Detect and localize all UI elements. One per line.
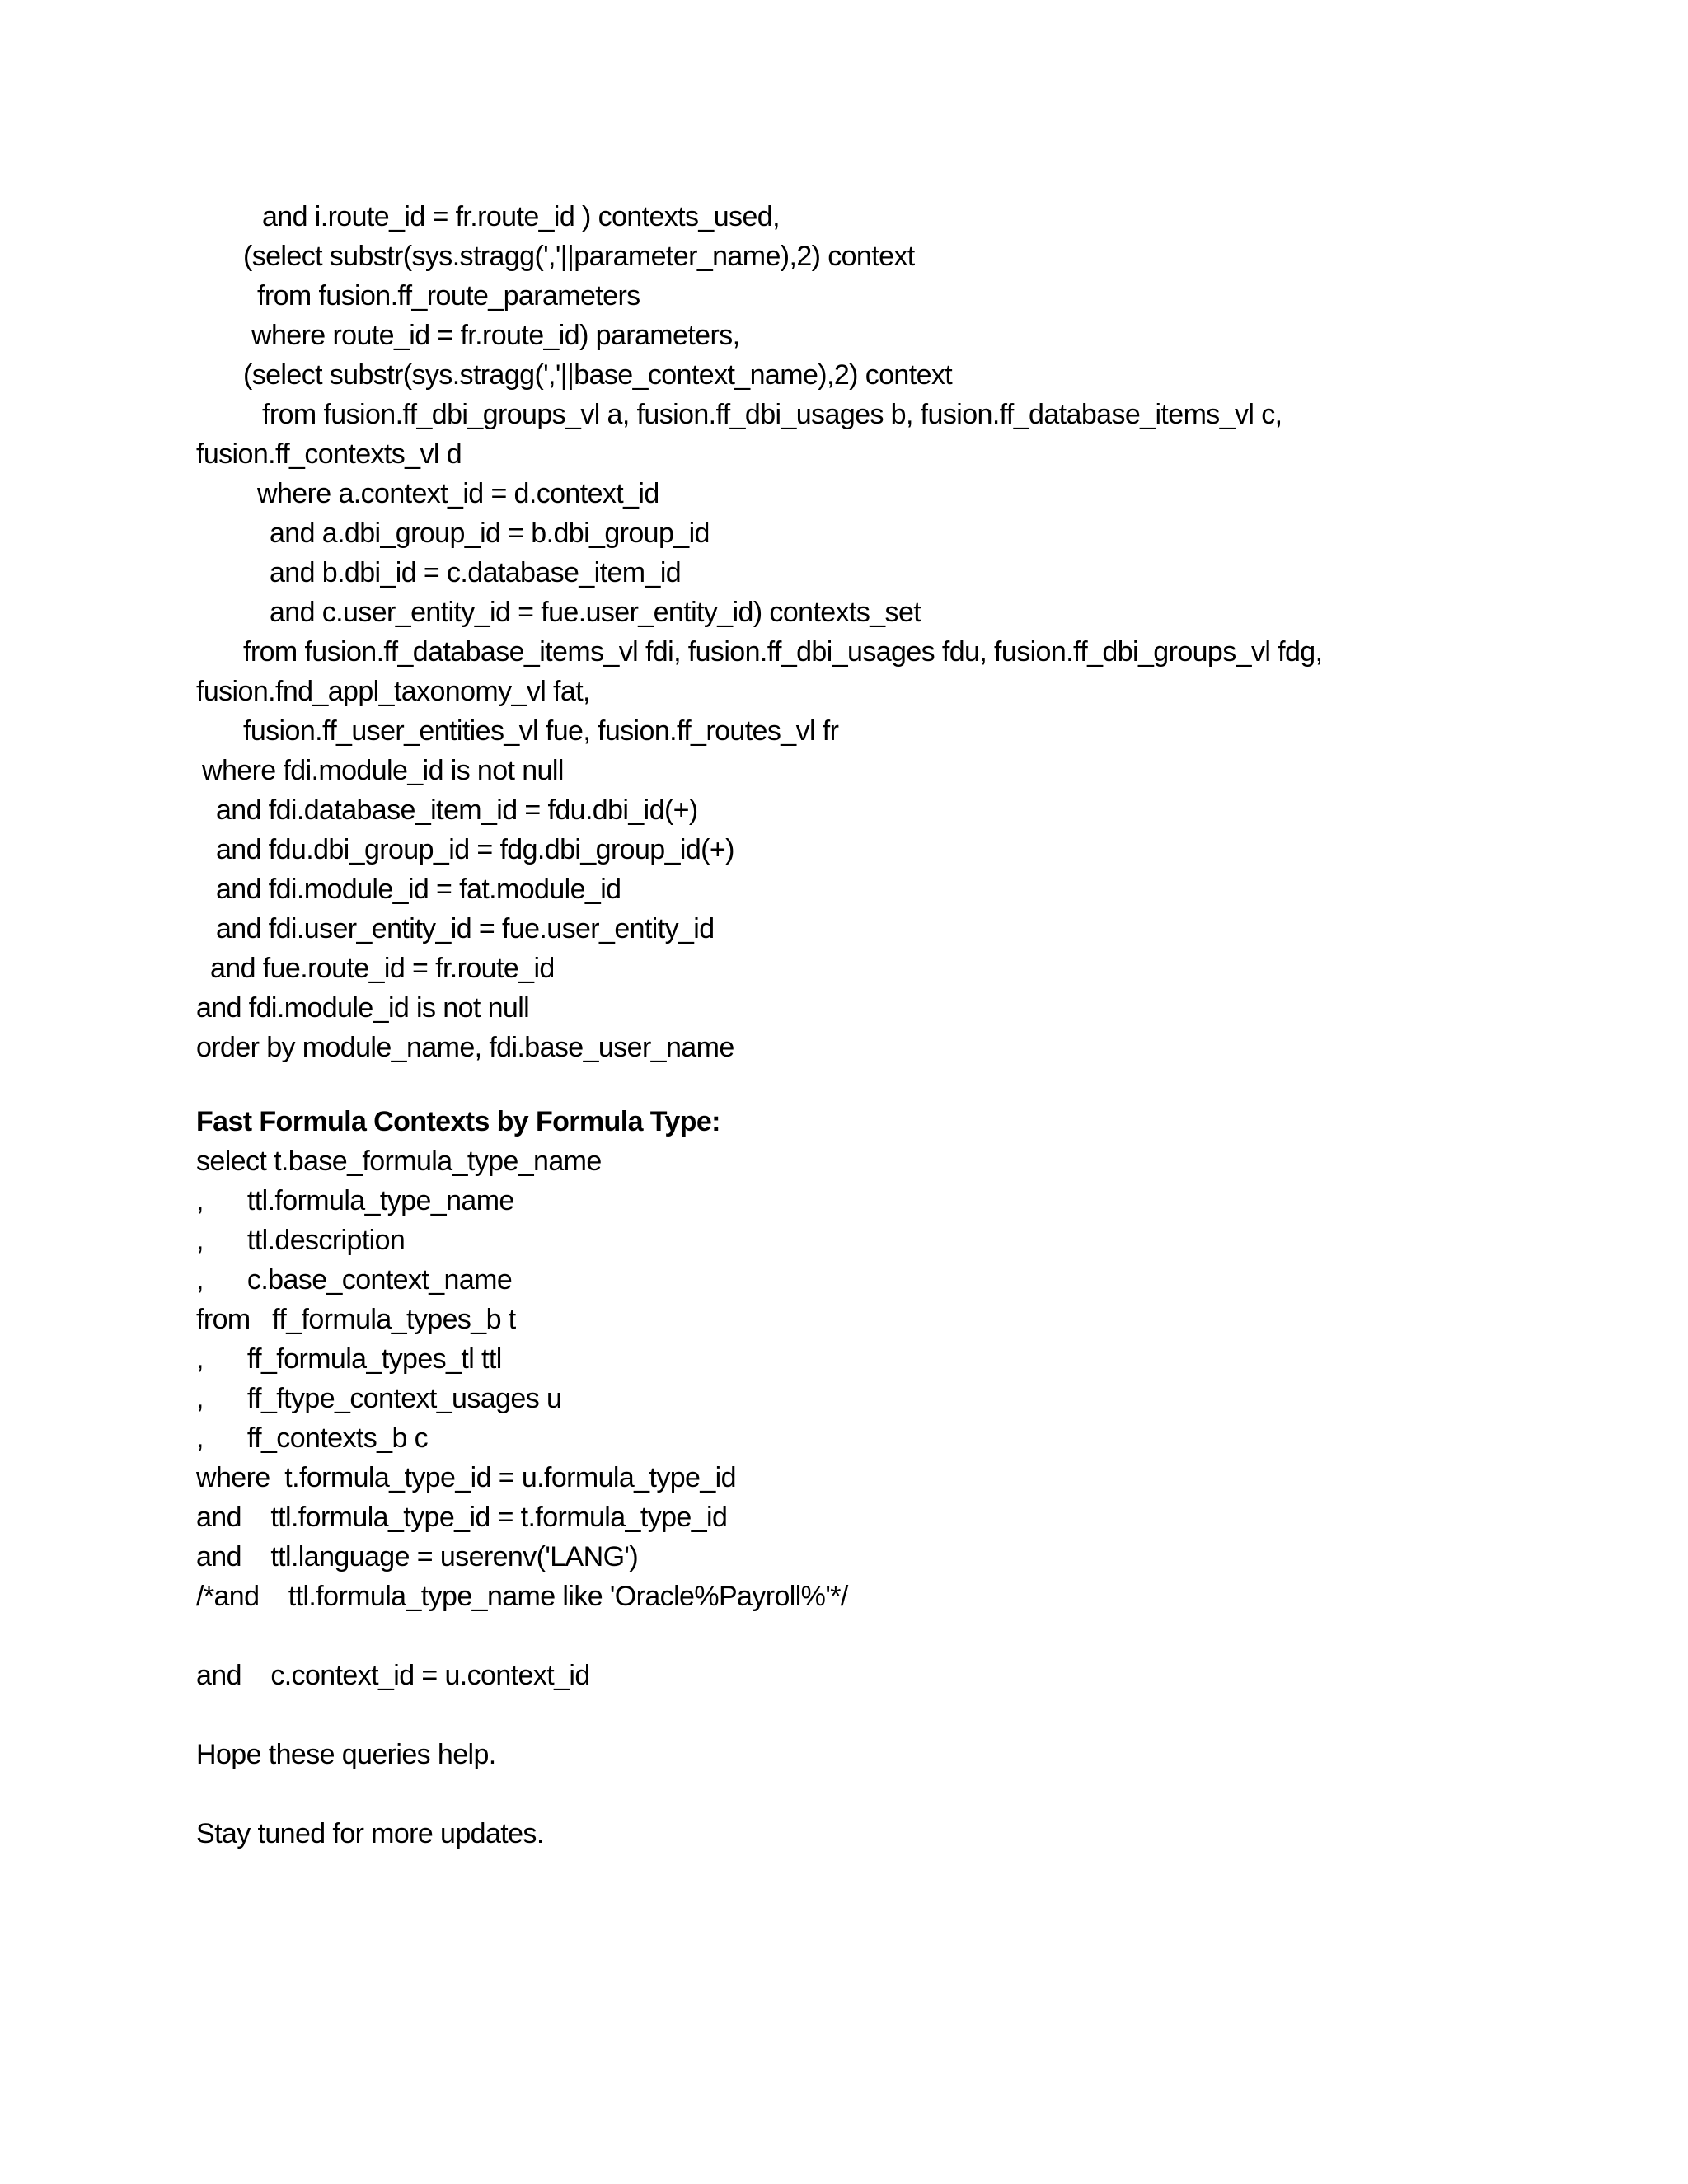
sql-line: , ttl.formula_type_name: [196, 1185, 514, 1216]
sql-line: where route_id = fr.route_id) parameters,: [251, 320, 740, 351]
sql-line: and fdi.user_entity_id = fue.user_entity_id: [216, 913, 715, 944]
section-heading: Fast Formula Contexts by Formula Type:: [196, 1106, 720, 1137]
sql-line: and a.dbi_group_id = b.dbi_group_id: [270, 518, 710, 549]
sql-line: and fdi.module_id = fat.module_id: [216, 874, 621, 905]
closing-text: Hope these queries help.: [196, 1739, 496, 1770]
sql-line: and fue.route_id = fr.route_id: [210, 953, 555, 984]
sql-line: fusion.fnd_appl_taxonomy_vl fat,: [196, 676, 590, 707]
sql-line: from fusion.ff_route_parameters: [257, 280, 640, 312]
closing-text: Stay tuned for more updates.: [196, 1818, 544, 1849]
sql-line: from ff_formula_types_b t: [196, 1304, 516, 1335]
sql-line: , ff_ftype_context_usages u: [196, 1383, 562, 1414]
sql-line: , ff_contexts_b c: [196, 1422, 428, 1454]
sql-line: , c.base_context_name: [196, 1264, 513, 1296]
sql-line: and b.dbi_id = c.database_item_id: [270, 557, 682, 588]
sql-line: fusion.ff_contexts_vl d: [196, 438, 462, 470]
sql-line: and c.user_entity_id = fue.user_entity_id) contexts_set: [270, 597, 921, 628]
sql-line: and i.route_id = fr.route_id ) contexts_used,: [262, 201, 780, 232]
sql-line: select t.base_formula_type_name: [196, 1146, 602, 1177]
sql-line: fusion.ff_user_entities_vl fue, fusion.ff_routes_vl fr: [243, 715, 839, 747]
sql-line: and c.context_id = u.context_id: [196, 1660, 590, 1691]
sql-line: from fusion.ff_dbi_groups_vl a, fusion.ff_dbi_usages b, fusion.ff_database_items_vl c,: [262, 399, 1282, 430]
sql-line: and ttl.formula_type_id = t.formula_type_id: [196, 1502, 728, 1533]
sql-line: order by module_name, fdi.base_user_name: [196, 1032, 734, 1063]
sql-line: and fdi.module_id is not null: [196, 992, 530, 1024]
sql-line: (select substr(sys.stragg(','||base_context_name),2) context: [243, 359, 953, 391]
sql-line: where t.formula_type_id = u.formula_type_id: [196, 1462, 736, 1493]
sql-line: where a.context_id = d.context_id: [257, 478, 659, 509]
sql-line: , ttl.description: [196, 1225, 406, 1256]
sql-line: and fdu.dbi_group_id = fdg.dbi_group_id(+): [216, 834, 734, 865]
sql-line: (select substr(sys.stragg(','||parameter_name),2) context: [243, 241, 915, 272]
sql-line: , ff_formula_types_tl ttl: [196, 1343, 502, 1375]
sql-line: from fusion.ff_database_items_vl fdi, fusion.ff_dbi_usages fdu, fusion.ff_dbi_groups_vl fdg,: [243, 636, 1323, 668]
sql-line: /*and ttl.formula_type_name like 'Oracle%Payroll%'*/: [196, 1581, 848, 1612]
sql-line: and ttl.language = userenv('LANG'): [196, 1541, 639, 1572]
sql-line: where fdi.module_id is not null: [202, 755, 564, 786]
sql-line: and fdi.database_item_id = fdu.dbi_id(+): [216, 794, 698, 826]
